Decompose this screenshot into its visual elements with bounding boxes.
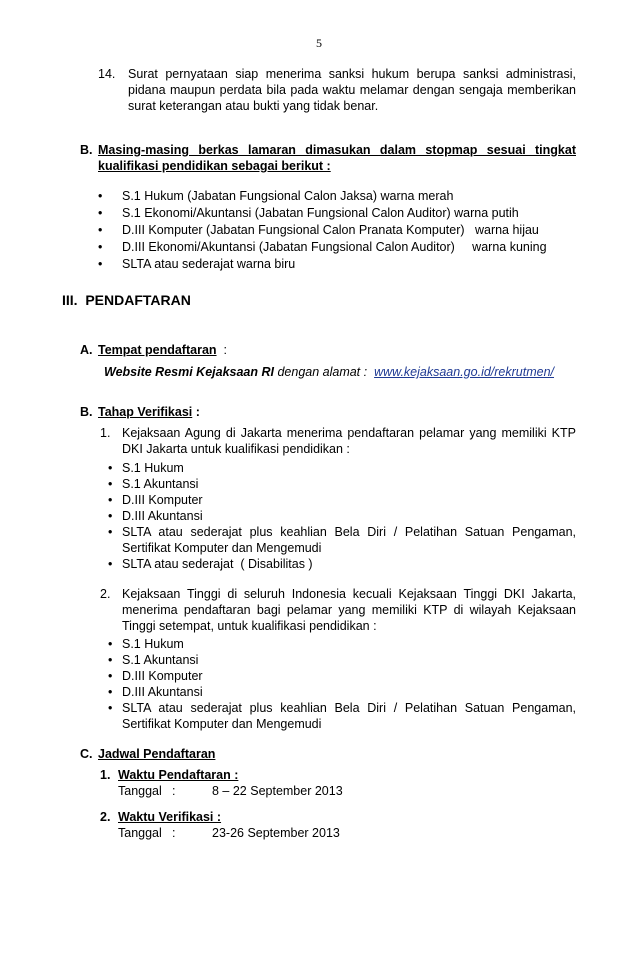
page-number: 5 — [316, 36, 322, 50]
website-mid-text: dengan alamat : — [273, 365, 375, 379]
section-iii-heading: III. PENDAFTARAN — [62, 292, 191, 308]
website-label: Website Resmi Kejaksaan RI — [104, 365, 274, 379]
list-item: D.III Komputer — [122, 493, 203, 507]
verif-item-2-number: 2. — [100, 587, 111, 601]
list-item: S.1 Hukum — [122, 461, 184, 475]
section-a-colon: : — [216, 343, 227, 357]
section-b-heading: Masing-masing berkas lamaran dimasukan dalam stopmap sesuai tingkat kualifikasi pendidikan sebagai berikut : — [98, 143, 576, 173]
bullet-icon: • — [108, 461, 113, 475]
list-item: D.III Akuntansi — [122, 509, 203, 523]
website-line — [104, 364, 554, 380]
item-14-number: 14. — [98, 67, 116, 81]
section-b-letter: B. — [80, 143, 93, 157]
bullet-icon: • — [98, 189, 103, 203]
section-a-title: Tempat pendaftaran — [98, 343, 217, 357]
section-a-heading — [98, 342, 227, 358]
list-item: SLTA atau sederajat plus keahlian Bela Diri / Pelatihan Satuan Pengaman, Sertifikat Komputer dan Mengemudi — [122, 701, 576, 731]
list-item: SLTA atau sederajat warna biru — [122, 257, 296, 271]
list-item: S.1 Hukum — [122, 637, 184, 651]
list-item: S.1 Akuntansi — [122, 477, 199, 491]
list-item: D.III Ekonomi/Akuntansi (Jabatan Fungsional Calon Auditor) warna kuning — [122, 240, 547, 254]
bullet-icon: • — [108, 509, 113, 523]
bullet-icon: • — [108, 477, 113, 491]
schedule-item-2-value: 23-26 September 2013 — [212, 826, 340, 840]
section-b2-title: Tahap Verifikasi — [98, 405, 193, 419]
schedule-item-1-colon: : — [172, 784, 176, 798]
list-item: S.1 Akuntansi — [122, 653, 199, 667]
list-item: S.1 Ekonomi/Akuntansi (Jabatan Fungsional Calon Auditor) warna putih — [122, 206, 519, 220]
bullet-icon: • — [108, 701, 113, 715]
list-item: D.III Akuntansi — [122, 685, 203, 699]
bullet-icon: • — [98, 240, 103, 254]
section-a-letter: A. — [80, 343, 93, 357]
schedule-item-1-value: 8 – 22 September 2013 — [212, 784, 343, 798]
schedule-item-1-number: 1. — [100, 768, 111, 782]
section-b2-letter: B. — [80, 405, 93, 419]
verif-item-1-number: 1. — [100, 426, 111, 440]
section-c-title: Jadwal Pendaftaran — [98, 747, 216, 761]
bullet-icon: • — [108, 653, 113, 667]
schedule-item-2-colon: : — [172, 826, 176, 840]
bullet-icon: • — [108, 637, 113, 651]
list-item: SLTA atau sederajat ( Disabilitas ) — [122, 557, 313, 571]
website-link[interactable]: www.kejaksaan.go.id/rekrutmen/ — [374, 365, 555, 379]
verif-item-1-text: Kejaksaan Agung di Jakarta menerima pendaftaran pelamar yang memiliki KTP DKI Jakarta untuk kualifikasi pendidikan : — [122, 426, 576, 456]
bullet-icon: • — [108, 685, 113, 699]
bullet-icon: • — [108, 669, 113, 683]
schedule-item-1-label: Tanggal — [118, 784, 162, 798]
bullet-icon: • — [108, 525, 113, 539]
bullet-icon: • — [108, 493, 113, 507]
section-b2-heading — [98, 404, 200, 420]
schedule-item-1-title: Waktu Pendaftaran : — [118, 768, 239, 782]
item-14-text: Surat pernyataan siap menerima sanksi hukum berupa sanksi administrasi, pidana maupun perdata bila pada waktu melamar dengan sengaja memberikan surat keterangan atau bukti yang tidak benar. — [128, 67, 576, 113]
section-c-letter: C. — [80, 747, 93, 761]
schedule-item-2-label: Tanggal — [118, 826, 162, 840]
list-item: S.1 Hukum (Jabatan Fungsional Calon Jaksa) warna merah — [122, 189, 454, 203]
bullet-icon: • — [98, 223, 103, 237]
schedule-item-2-number: 2. — [100, 810, 111, 824]
section-b2-colon: : — [192, 405, 200, 419]
list-item: SLTA atau sederajat plus keahlian Bela Diri / Pelatihan Satuan Pengaman, Sertifikat Komputer dan Mengemudi — [122, 525, 576, 555]
schedule-item-2-title: Waktu Verifikasi : — [118, 810, 222, 824]
verif-item-2-text: Kejaksaan Tinggi di seluruh Indonesia kecuali Kejaksaan Tinggi DKI Jakarta, menerima pendaftaran bagi pelamar yang memiliki KTP di wilayah Kejaksaan Tinggi setempat, untuk kualifikasi pendidikan : — [122, 587, 576, 633]
list-item: D.III Komputer (Jabatan Fungsional Calon Pranata Komputer) warna hijau — [122, 223, 539, 237]
bullet-icon: • — [98, 257, 103, 271]
list-item: D.III Komputer — [122, 669, 203, 683]
bullet-icon: • — [108, 557, 113, 571]
bullet-icon: • — [98, 206, 103, 220]
